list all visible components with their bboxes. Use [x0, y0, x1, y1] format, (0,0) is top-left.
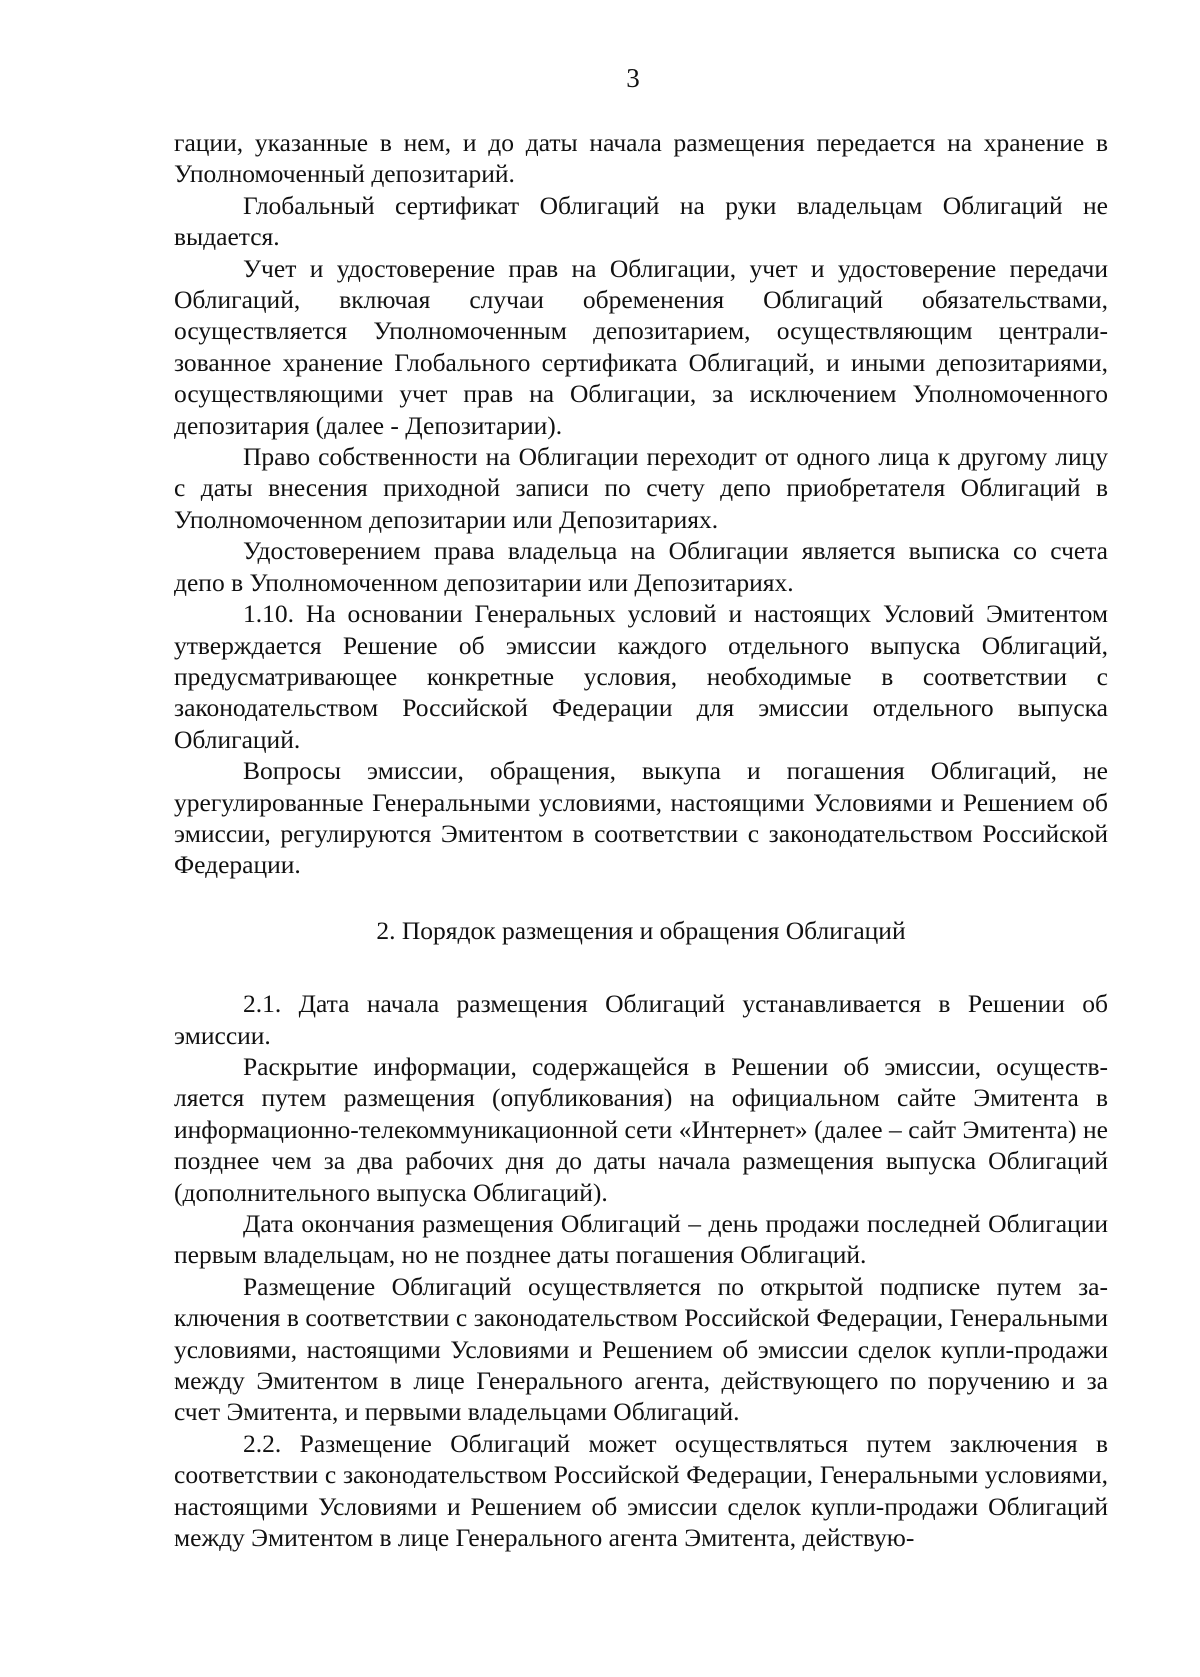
paragraph-unregulated-issues: Вопросы эмиссии, обращения, выкупа и погашения Облигаций, не урегулированные Генеральными условиями, настоящими Условиями и Решением об эмиссии, регулируются Эмитентом в соответствии с законодательством Российской Федерации. — [174, 756, 1108, 880]
paragraph-ownership-proof: Удостоверением права владельца на Облигации является выписка со счета депо в Уполномоченном депозитарии или Депозитариях. — [174, 536, 1108, 597]
paragraph-rights-accounting: Учет и удостоверение прав на Облигации, учет и удостоверение передачи Облигаций, включая случаи обременения Облигаций обязательствами, осуществляется Уполномоченным депозитарием, осуществляющим централизованное хранение Глобального сертификата Облигаций, и иными депозитариями, осуществляющими учет прав на Облигации, за исключением Уполномоченного депозитария (далее - Депозитарии). — [174, 253, 1108, 440]
paragraph-ownership-transfer: Право собственности на Облигации переходит от одного лица к другому лицу с даты внесения приходной записи по счету депо приобретателя Облигаций в Уполномоченном депозитарии или Депозитариях. — [174, 442, 1108, 534]
paragraph-disclosure: Раскрытие информации, содержащейся в Решении об эмиссии, осуществляется путем размещения (опубликования) на официальном сайте Эмитента в информационно-телекоммуникационной сети «Интернет» (далее – сайт Эмитента) не позднее чем за два рабочих дня до даты начала размещения выпуска Облигаций (дополнительного выпуска Облигаций). — [174, 1051, 1108, 1207]
paragraph-global-certificate: Глобальный сертификат Облигаций на руки владельцам Облигаций не выдается. — [174, 190, 1108, 252]
paragraph-clause-2-2: 2.2. Размещение Облигаций может осуществляться путем заключения в соответствии с законодательством Российской Федерации, Генеральными условиями, настоящими Условиями и Решением об эмиссии сделок купли-продажи Облигаций между Эмитентом в лице Генерального агента Эмитента, действую- — [174, 1428, 1108, 1553]
section-heading: 2. Порядок размещения и обращения Облигаций — [376, 915, 906, 945]
paragraph-placement-end: Дата окончания размещения Облигаций – день продажи последней Облигации первым владельцам, но не позднее даты погашения Облигаций. — [174, 1209, 1108, 1270]
paragraph-open-subscription: Размещение Облигаций осуществляется по открытой подписке путем заключения в соответствии с законодательством Российской Федерации, Генеральными условиями, настоящими Условиями и Решением об эмиссии сделок купли-продажи между Эмитентом в лице Генерального агента, действующего по поручению и за счет Эмитента, и первыми владельцами Облигаций. — [174, 1271, 1108, 1427]
page-number: 3 — [626, 63, 640, 93]
paragraph-continuation: гации, указанные в нем, и до даты начала размещения передается на хранение в Уполномоченный депозитарий. — [174, 128, 1108, 189]
document-body — [174, 127, 1108, 1553]
paragraph-clause-2-1: 2.1. Дата начала размещения Облигаций устанавливается в Решении об эмиссии. — [174, 989, 1108, 1050]
paragraph-clause-1-10: 1.10. На основании Генеральных условий и настоящих Условий Эмитентом утверждается Решение об эмиссии каждого отдельного выпуска Облигаций, предусматривающее конкретные условия, необходимые в соответствии с законодательством Российской Федерации для эмиссии отдельного выпуска Облигаций. — [174, 599, 1108, 754]
